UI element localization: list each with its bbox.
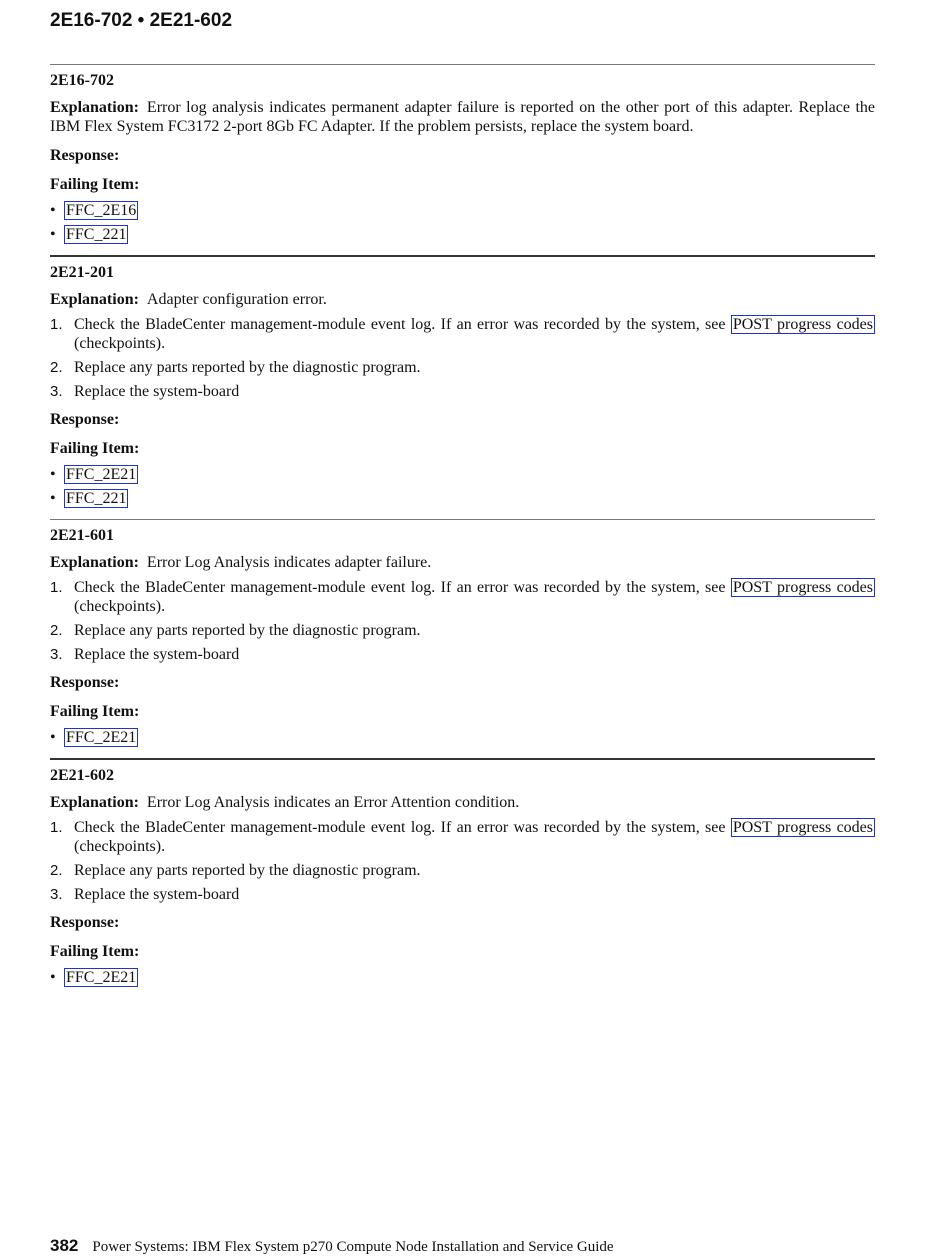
explanation-text: Adapter configuration error. (146, 291, 327, 308)
post-progress-codes-link[interactable]: POST progress codes (732, 316, 873, 333)
step-list (50, 578, 875, 664)
bullet: • (50, 466, 56, 483)
list-item (50, 224, 875, 245)
bullet: • (50, 729, 56, 746)
step-number: 2. (50, 359, 63, 376)
list-item (50, 727, 875, 748)
post-progress-codes-link[interactable]: POST progress codes (732, 579, 873, 596)
error-code: 2E21-201 (50, 264, 114, 281)
ffc-link[interactable]: FFC_2E21 (66, 466, 137, 483)
step-text: Replace the system-board (74, 886, 240, 903)
step-text: (checkpoints). (74, 598, 166, 615)
bullet: • (50, 969, 56, 986)
explanation (50, 98, 875, 136)
step-item (50, 578, 875, 616)
step-number: 3. (50, 383, 63, 400)
list-item (50, 488, 875, 509)
step-item (50, 315, 875, 353)
ffc-link[interactable]: FFC_2E16 (66, 202, 137, 219)
step-text: Replace the system-board (74, 383, 240, 400)
bullet: • (50, 202, 56, 219)
step-text: Replace the system-board (74, 646, 240, 663)
post-progress-codes-link[interactable]: POST progress codes (732, 819, 873, 836)
explanation-text: Error Log Analysis indicates an Error Attention condition. (146, 794, 520, 811)
step-number: 2. (50, 862, 63, 879)
step-item (50, 358, 875, 377)
response-heading: Response: (50, 411, 120, 428)
page-number: 382 (50, 1236, 79, 1255)
step-text: (checkpoints). (74, 838, 166, 855)
step-item (50, 818, 875, 856)
ffc-link[interactable]: FFC_2E21 (66, 969, 137, 986)
explanation-text: Error log analysis indicates permanent adapter failure is reported on the other port of this adapter. Replace the IBM Flex System FC3172 2-port 8Gb FC Adapter. If the problem persists, replace the system board. (50, 99, 875, 135)
step-item (50, 621, 875, 640)
explanation (50, 553, 875, 572)
explanation-text: Error Log Analysis indicates adapter failure. (146, 554, 432, 571)
step-number: 1. (50, 819, 63, 836)
ffc-link[interactable]: FFC_221 (66, 226, 127, 243)
failing-item-list (50, 727, 875, 748)
step-text: Check the BladeCenter management-module event log. If an error was recorded by the system, see (74, 316, 731, 333)
step-number: 2. (50, 622, 63, 639)
error-code: 2E21-602 (50, 767, 114, 784)
failing-item-heading: Failing Item: (50, 176, 140, 193)
step-number: 1. (50, 316, 63, 333)
error-entry-2e16-702 (50, 64, 875, 245)
failing-item-heading: Failing Item: (50, 703, 140, 720)
error-entry-2e21-602 (50, 758, 875, 988)
document-page (50, 0, 875, 991)
step-text: Replace any parts reported by the diagnostic program. (74, 622, 421, 639)
explanation-label: Explanation: (50, 554, 139, 571)
list-item (50, 967, 875, 988)
failing-item-list (50, 200, 875, 245)
error-entry-2e21-201 (50, 255, 875, 509)
step-list (50, 315, 875, 401)
explanation (50, 290, 875, 309)
step-number: 3. (50, 646, 63, 663)
response-heading: Response: (50, 914, 120, 931)
step-text: Replace any parts reported by the diagnostic program. (74, 359, 421, 376)
step-text: Check the BladeCenter management-module event log. If an error was recorded by the system, see (74, 819, 731, 836)
step-text: Replace any parts reported by the diagnostic program. (74, 862, 421, 879)
failing-item-list (50, 464, 875, 509)
step-item (50, 885, 875, 904)
explanation-label: Explanation: (50, 291, 139, 308)
error-code: 2E21-601 (50, 527, 114, 544)
response-heading: Response: (50, 147, 120, 164)
bullet: • (50, 490, 56, 507)
step-number: 1. (50, 579, 63, 596)
step-number: 3. (50, 886, 63, 903)
error-entry-2e21-601 (50, 519, 875, 748)
explanation-label: Explanation: (50, 99, 139, 116)
error-code: 2E16-702 (50, 72, 114, 89)
failing-item-list (50, 967, 875, 988)
step-item (50, 861, 875, 880)
step-item (50, 645, 875, 664)
explanation-label: Explanation: (50, 794, 139, 811)
step-item (50, 382, 875, 401)
ffc-link[interactable]: FFC_221 (66, 490, 127, 507)
list-item (50, 200, 875, 221)
step-text: Check the BladeCenter management-module event log. If an error was recorded by the system, see (74, 579, 731, 596)
list-item (50, 464, 875, 485)
bullet: • (50, 226, 56, 243)
failing-item-heading: Failing Item: (50, 943, 140, 960)
step-text: (checkpoints). (74, 335, 166, 352)
page-footer (50, 1236, 875, 1260)
book-title: Power Systems: IBM Flex System p270 Compute Node Installation and Service Guide (92, 1239, 614, 1255)
failing-item-heading: Failing Item: (50, 440, 140, 457)
response-heading: Response: (50, 674, 120, 691)
explanation (50, 793, 875, 812)
ffc-link[interactable]: FFC_2E21 (66, 729, 137, 746)
step-list (50, 818, 875, 904)
running-header: 2E16-702 • 2E21-602 (50, 10, 233, 31)
